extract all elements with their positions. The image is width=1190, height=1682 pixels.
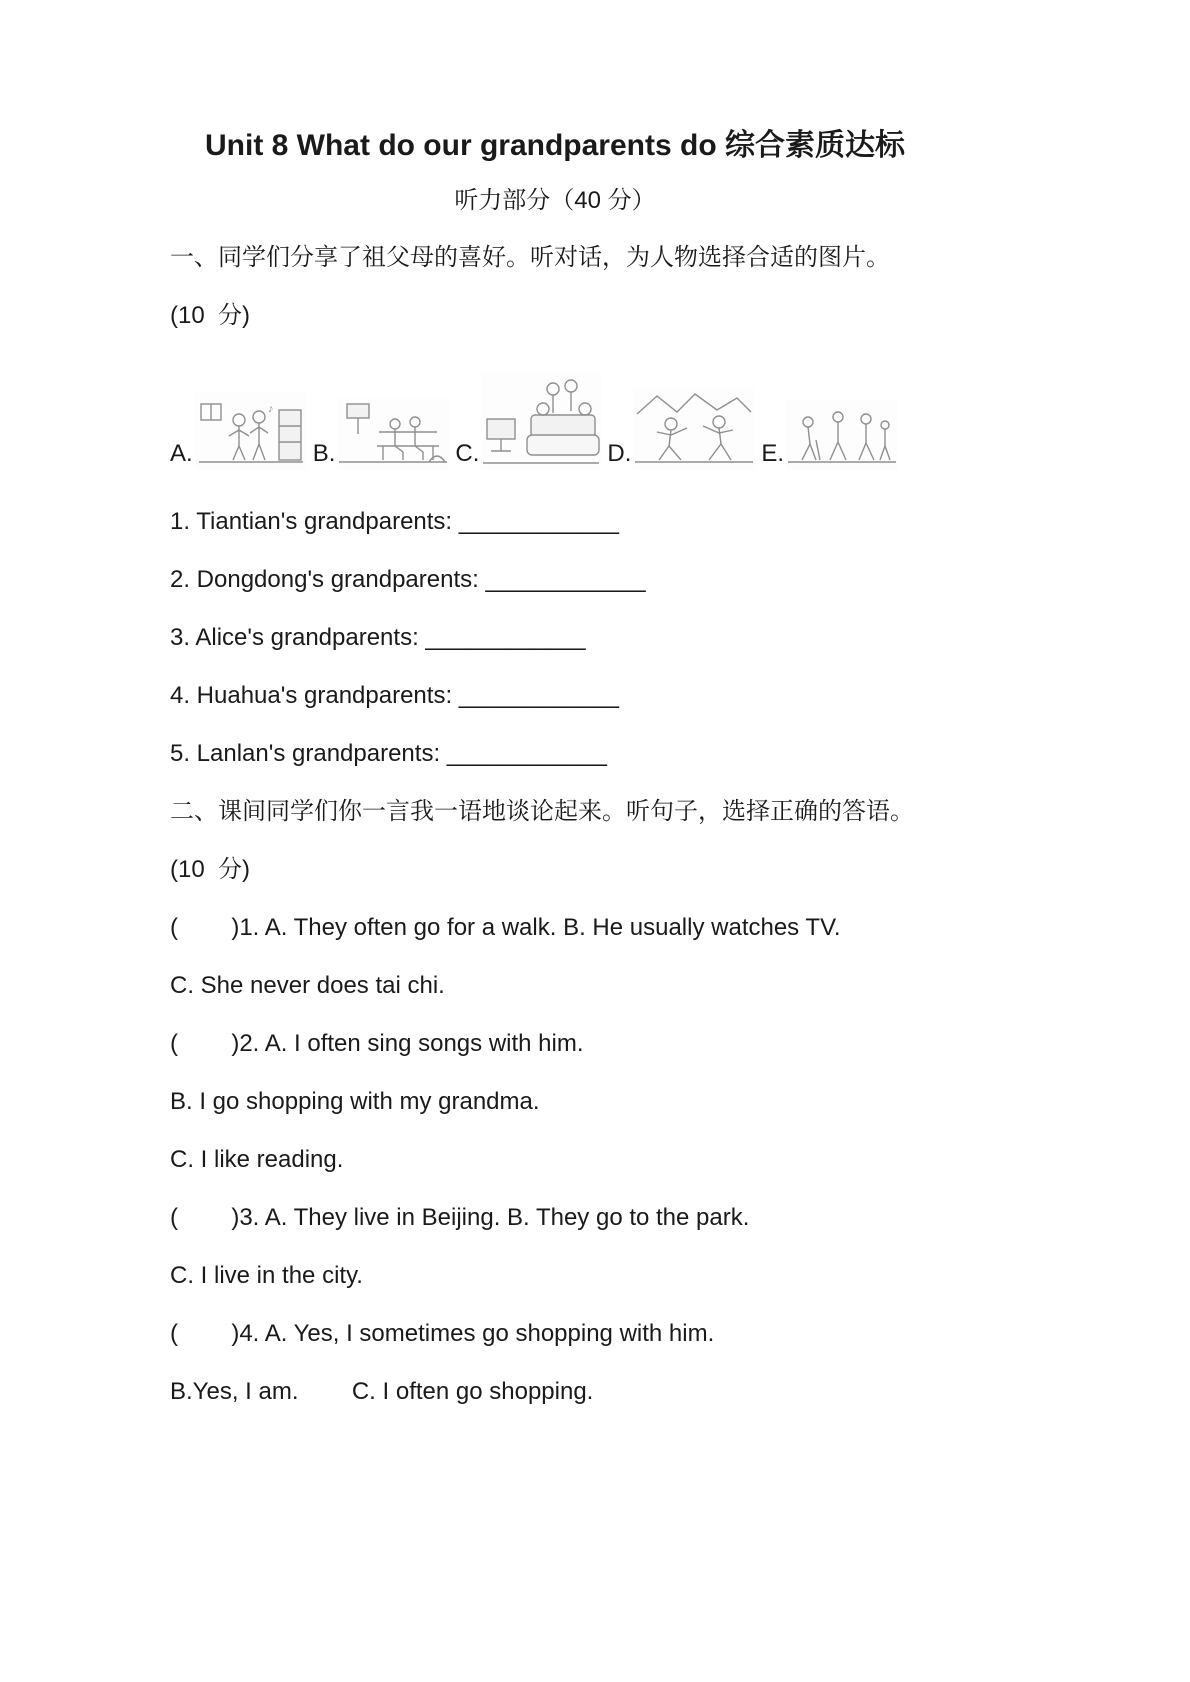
part2-q2-option-a: ( )2. A. I often sing songs with him. — [170, 1030, 584, 1057]
picture-option-c — [455, 373, 601, 470]
part2-q1-options-ab: ( )1. A. They often go for a walk. B. He usually watches TV. — [170, 914, 841, 941]
picture-option-d-label: D. — [607, 440, 632, 467]
part2-q4-options-bc: B.Yes, I am. C. I often go shopping. — [170, 1378, 594, 1405]
part2-points: (10 分) — [170, 856, 251, 883]
family-watching-tv-sofa-illustration — [481, 373, 601, 470]
grandparents-park-bench-illustration — [337, 398, 449, 470]
part2-q2-option-b: B. I go shopping with my grandma. — [170, 1088, 540, 1115]
grandparents-walking-illustration — [786, 400, 898, 470]
part2-q3-option-c: C. I live in the city. — [170, 1262, 363, 1289]
grandparents-tai-chi-illustration — [633, 388, 755, 470]
picture-option-c-label: C. — [455, 440, 480, 467]
part1-points: (10 分) — [170, 302, 251, 329]
part2-q1-option-c: C. She never does tai chi. — [170, 972, 445, 999]
part2-heading: 二、课间同学们你一言我一语地谈论起来。听句子，选择正确的答语。 — [170, 798, 914, 825]
picture-option-a-label: A. — [170, 440, 193, 467]
picture-option-e — [761, 400, 898, 470]
picture-options-row — [170, 360, 940, 470]
picture-option-d — [607, 388, 755, 470]
picture-option-e-label: E. — [761, 440, 785, 467]
part1-item-4: 4. Huahua's grandparents: ____________ — [170, 682, 619, 709]
grandparents-singing-indoors-illustration — [195, 392, 307, 470]
part1-item-3: 3. Alice's grandparents: ____________ — [170, 624, 586, 651]
part2-q4-option-a: ( )4. A. Yes, I sometimes go shopping with him. — [170, 1320, 715, 1347]
part2-q2-option-c: C. I like reading. — [170, 1146, 344, 1173]
picture-option-b — [313, 398, 450, 470]
svg-text:♪: ♪ — [267, 403, 274, 415]
part1-item-5: 5. Lanlan's grandparents: ____________ — [170, 740, 607, 767]
picture-option-b-label: B. — [312, 440, 336, 467]
page-title: Unit 8 What do our grandparents do 综合素质达标 — [205, 129, 905, 162]
part1-heading: 一、同学们分享了祖父母的喜好。听对话，为人物选择合适的图片。 — [170, 244, 890, 271]
part1-item-2: 2. Dongdong's grandparents: ____________ — [170, 566, 646, 593]
part2-q3-options-ab: ( )3. A. They live in Beijing. B. They go to the park. — [170, 1204, 750, 1231]
part1-item-1: 1. Tiantian's grandparents: ____________ — [170, 508, 619, 535]
picture-option-a — [170, 392, 307, 470]
listening-section-subtitle: 听力部分（40 分） — [454, 187, 656, 214]
